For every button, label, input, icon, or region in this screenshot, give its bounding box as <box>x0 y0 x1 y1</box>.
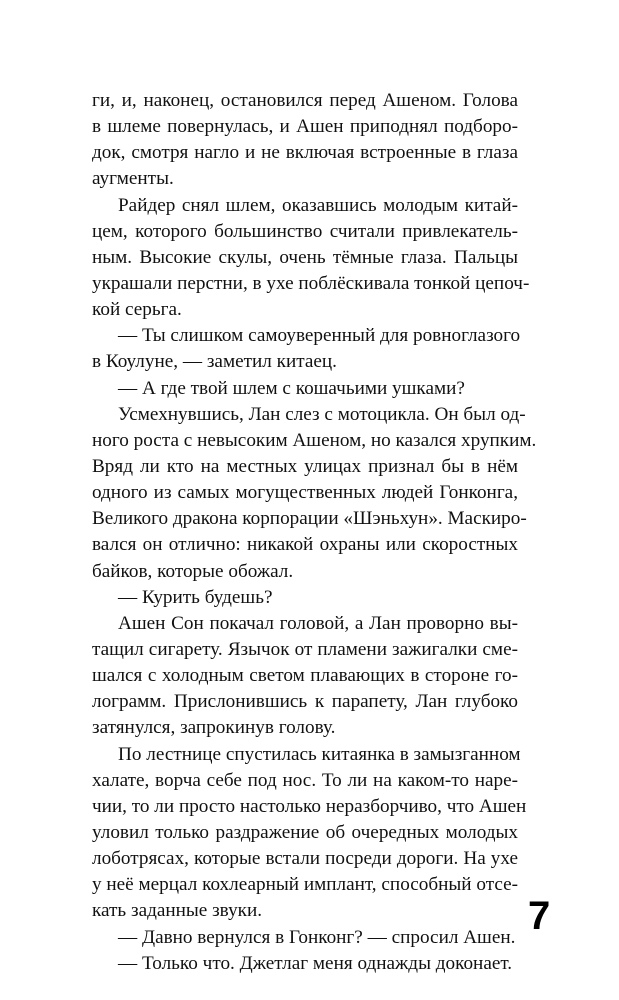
text-line: Ашен Сон покачал головой, а Лан проворно вы- <box>118 612 518 634</box>
text-line: цем, которого большинство считали привлекатель- <box>92 220 518 242</box>
text-line: лограмм. Прислонившись к парапету, Лан глубоко <box>92 691 518 713</box>
text-line: ги, и, наконец, остановился перед Ашеном. Голова <box>92 90 518 111</box>
text-line: Великого дракона корпорации «Шэньхун». Маскиро- <box>92 508 527 530</box>
text-line: у неё мерцал кохлеарный имплант, способный отсе- <box>92 874 518 896</box>
text-line: аугменты. <box>92 168 174 190</box>
page-text <box>92 88 537 977</box>
text-line: ного роста с невысоким Ашеном, но казался хрупким. <box>92 429 537 451</box>
text-line: Усмехнувшись, Лан слез с мотоцикла. Он был од- <box>118 403 526 425</box>
text-line: Вряд ли кто на местных улицах признал бы в нём <box>92 455 518 477</box>
text-line: По лестнице спустилась китаянка в замызганном <box>118 743 521 765</box>
text-line: украшали перстни, в ухе поблёскивала тонкой цепоч- <box>92 272 530 294</box>
text-line: чии, то ли просто настолько неразборчиво, что Ашен <box>92 795 527 817</box>
text-line: затянулся, запрокинув голову. <box>92 717 336 739</box>
text-line: вался он отлично: никакой охраны или скоростных <box>92 534 518 556</box>
text-line: док, смотря нагло и не включая встроенные в глаза <box>92 142 518 164</box>
text-line: кать заданные звуки. <box>92 900 263 922</box>
text-line: уловил только раздражение об очередных молодых <box>92 821 518 843</box>
text-line: байков, которые обожал. <box>92 560 294 582</box>
text-line: лоботрясах, которые встали посреди дороги. На ухе <box>92 848 518 870</box>
text-line: в шлеме повернулась, и Ашен приподнял подборо- <box>92 116 518 138</box>
text-line: ным. Высокие скулы, очень тёмные глаза. Пальцы <box>92 246 518 268</box>
text-line: одного из самых могущественных людей Гонконга, <box>92 482 518 504</box>
text-line: — Ты слишком самоуверенный для ровноглазого <box>118 325 521 347</box>
text-line: халате, ворча себе под нос. То ли на каком-то наре- <box>92 769 518 791</box>
text-line: — Только что. Джетлаг меня однажды доконает. <box>118 952 513 974</box>
text-line: шался с холодным светом плавающих в стороне го- <box>92 665 518 687</box>
text-line: тащил сигарету. Язычок от пламени зажигалки сме- <box>92 638 518 660</box>
text-line: — Курить будешь? <box>118 586 273 608</box>
text-line: кой серьга. <box>92 299 182 321</box>
text-line: — А где твой шлем с кошачьими ушками? <box>118 377 465 399</box>
text-line: — Давно вернулся в Гонконг? — спросил Ашен. <box>118 926 516 948</box>
page-number: 7 <box>528 894 551 938</box>
text-line: Райдер снял шлем, оказавшись молодым китай- <box>118 194 518 216</box>
text-line: в Коулуне, — заметил китаец. <box>92 351 337 373</box>
